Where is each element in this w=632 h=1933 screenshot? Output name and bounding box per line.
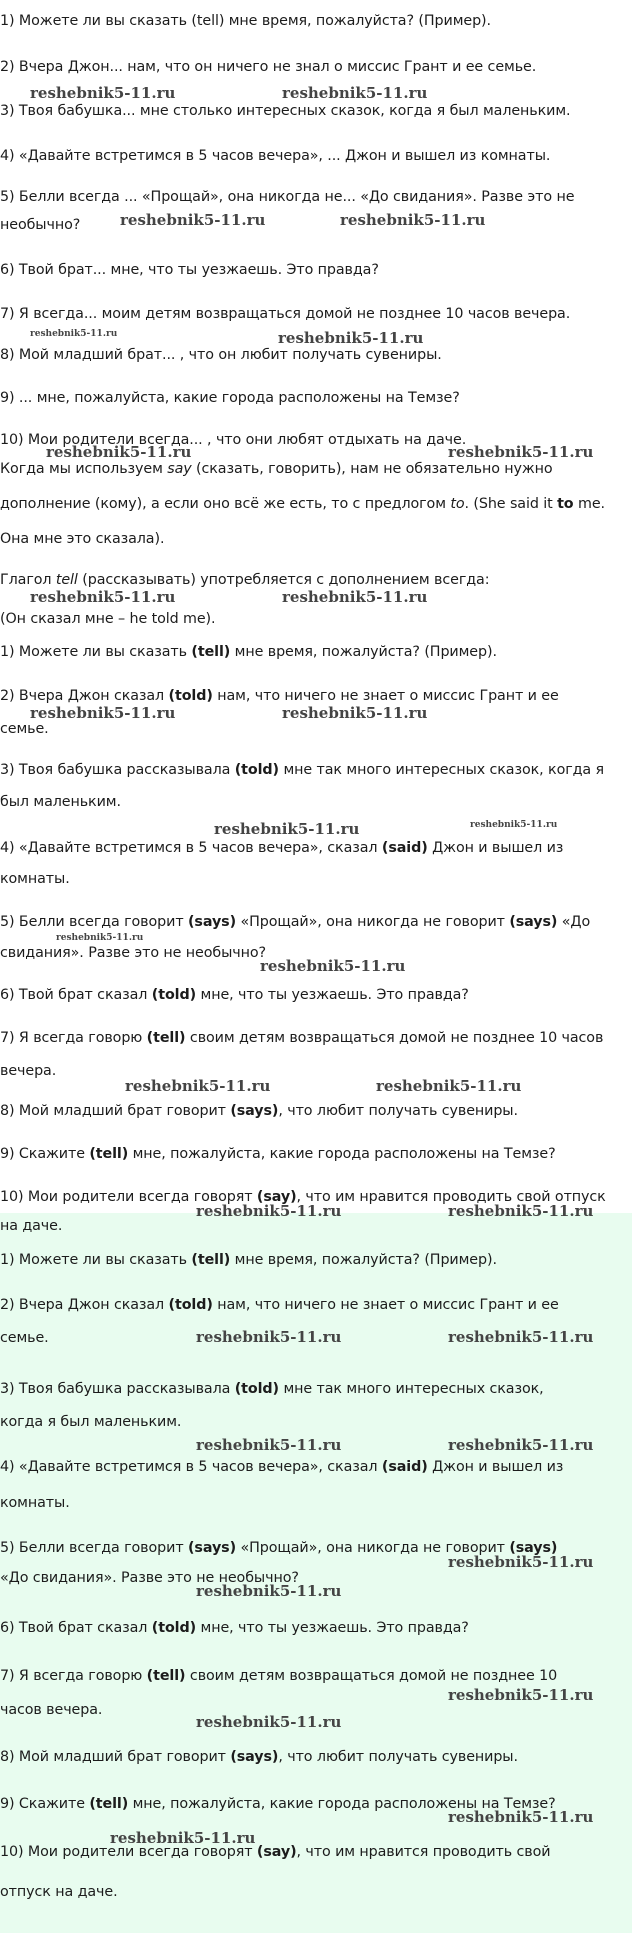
answer-line: был маленьким.	[0, 794, 121, 810]
task-line: 1) Можете ли вы сказать (tell) мне время, пожалуйста? (Пример).	[0, 13, 491, 29]
answer-line: 6) Твой брат сказал (told) мне, что ты уезжаешь. Это правда?	[0, 987, 469, 1003]
watermark: reshebnik5-11.ru	[448, 1808, 594, 1826]
answer-line: 5) Белли всегда говорит (says) «Прощай», она никогда не говорит (says) «До	[0, 914, 591, 930]
answer-line: 8) Мой младший брат говорит (says), что любит получать сувениры.	[0, 1103, 518, 1119]
answer-line: 1) Можете ли вы сказать (tell) мне время, пожалуйста? (Пример).	[0, 1252, 497, 1268]
answer-line: комнаты.	[0, 1495, 70, 1511]
answer-line: 5) Белли всегда говорит (says) «Прощай», она никогда не говорит (says)	[0, 1540, 558, 1556]
watermark: reshebnik5-11.ru	[214, 820, 360, 838]
answer-line: 2) Вчера Джон сказал (told) нам, что ничего не знает о миссис Грант и ее	[0, 688, 559, 704]
answer-line: 1) Можете ли вы сказать (tell) мне время, пожалуйста? (Пример).	[0, 644, 497, 660]
watermark: reshebnik5-11.ru	[448, 1553, 594, 1571]
answer-line: 2) Вчера Джон сказал (told) нам, что ничего не знает о миссис Грант и ее	[0, 1297, 559, 1313]
watermark: reshebnik5-11.ru	[30, 329, 118, 339]
watermark: reshebnik5-11.ru	[125, 1077, 271, 1095]
task-line: необычно?	[0, 217, 81, 233]
watermark: reshebnik5-11.ru	[282, 704, 428, 722]
task-line: 2) Вчера Джон... нам, что он ничего не знал о миссис Грант и ее семье.	[0, 59, 537, 75]
answer-line: 9) Скажите (tell) мне, пожалуйста, какие города расположены на Темзе?	[0, 1796, 556, 1812]
theory-line: дополнение (кому), а если оно всё же есть, то с предлогом to. (She said it to me.	[0, 496, 605, 512]
watermark: reshebnik5-11.ru	[470, 820, 558, 830]
answer-line: 10) Мои родители всегда говорят (say), что им нравится проводить свой	[0, 1844, 551, 1860]
watermark: reshebnik5-11.ru	[46, 443, 192, 461]
answer-line: 4) «Давайте встретимся в 5 часов вечера», сказал (said) Джон и вышел из	[0, 1459, 564, 1475]
watermark: reshebnik5-11.ru	[30, 704, 176, 722]
watermark: reshebnik5-11.ru	[30, 588, 176, 606]
answer-line: вечера.	[0, 1063, 57, 1079]
watermark: reshebnik5-11.ru	[260, 957, 406, 975]
watermark: reshebnik5-11.ru	[376, 1077, 522, 1095]
answer-line: 3) Твоя бабушка рассказывала (told) мне так много интересных сказок,	[0, 1381, 544, 1397]
watermark: reshebnik5-11.ru	[120, 211, 266, 229]
task-line: 6) Твой брат... мне, что ты уезжаешь. Это правда?	[0, 262, 379, 278]
theory-line: (Он сказал мне – he told me).	[0, 611, 216, 627]
theory-line: Глагол tell (рассказывать) употребляется с дополнением всегда:	[0, 572, 490, 588]
watermark: reshebnik5-11.ru	[196, 1202, 342, 1220]
watermark: reshebnik5-11.ru	[278, 329, 424, 347]
answer-line: семье.	[0, 721, 49, 737]
watermark: reshebnik5-11.ru	[196, 1582, 342, 1600]
task-line: 7) Я всегда... моим детям возвращаться домой не позднее 10 часов вечера.	[0, 306, 571, 322]
answer-line: отпуск на даче.	[0, 1884, 118, 1900]
answer-line: семье.	[0, 1330, 49, 1346]
answer-line: 9) Скажите (tell) мне, пожалуйста, какие города расположены на Темзе?	[0, 1146, 556, 1162]
watermark: reshebnik5-11.ru	[340, 211, 486, 229]
task-line: 8) Мой младший брат... , что он любит получать сувениры.	[0, 347, 442, 363]
watermark: reshebnik5-11.ru	[196, 1328, 342, 1346]
task-line: 3) Твоя бабушка... мне столько интересных сказок, когда я был маленьким.	[0, 103, 571, 119]
answer-line: 7) Я всегда говорю (tell) своим детям возвращаться домой не позднее 10 часов	[0, 1030, 604, 1046]
answer-line: 10) Мои родители всегда говорят (say), что им нравится проводить свой отпуск	[0, 1189, 606, 1205]
answer-line: комнаты.	[0, 871, 70, 887]
answer-line: «До свидания». Разве это не необычно?	[0, 1570, 299, 1586]
watermark: reshebnik5-11.ru	[56, 933, 144, 943]
watermark: reshebnik5-11.ru	[448, 443, 594, 461]
answer-line: 6) Твой брат сказал (told) мне, что ты уезжаешь. Это правда?	[0, 1620, 469, 1636]
watermark: reshebnik5-11.ru	[448, 1328, 594, 1346]
task-line: 5) Белли всегда ... «Прощай», она никогда не... «До свидания». Разве это не	[0, 189, 575, 205]
answer-line: часов вечера.	[0, 1702, 103, 1718]
watermark: reshebnik5-11.ru	[282, 84, 428, 102]
watermark: reshebnik5-11.ru	[196, 1436, 342, 1454]
watermark: reshebnik5-11.ru	[448, 1202, 594, 1220]
answer-line: 8) Мой младший брат говорит (says), что любит получать сувениры.	[0, 1749, 518, 1765]
answer-line: 7) Я всегда говорю (tell) своим детям возвращаться домой не позднее 10	[0, 1668, 558, 1684]
answer-line: свидания». Разве это не необычно?	[0, 945, 267, 961]
watermark: reshebnik5-11.ru	[110, 1829, 256, 1847]
task-line: 4) «Давайте встретимся в 5 часов вечера», ... Джон и вышел из комнаты.	[0, 148, 551, 164]
theory-line: Когда мы используем say (сказать, говорить), нам не обязательно нужно	[0, 461, 553, 477]
theory-line: Она мне это сказала).	[0, 531, 165, 547]
watermark: reshebnik5-11.ru	[448, 1436, 594, 1454]
watermark: reshebnik5-11.ru	[30, 84, 176, 102]
answer-line: когда я был маленьким.	[0, 1414, 182, 1430]
task-line: 10) Мои родители всегда... , что они любят отдыхать на даче.	[0, 432, 467, 448]
watermark: reshebnik5-11.ru	[448, 1686, 594, 1704]
task-line: 9) ... мне, пожалуйста, какие города расположены на Темзе?	[0, 390, 460, 406]
answer-line: на даче.	[0, 1218, 63, 1234]
watermark: reshebnik5-11.ru	[196, 1713, 342, 1731]
answer-line: 4) «Давайте встретимся в 5 часов вечера», сказал (said) Джон и вышел из	[0, 840, 564, 856]
watermark: reshebnik5-11.ru	[282, 588, 428, 606]
answer-line: 3) Твоя бабушка рассказывала (told) мне так много интересных сказок, когда я	[0, 762, 605, 778]
